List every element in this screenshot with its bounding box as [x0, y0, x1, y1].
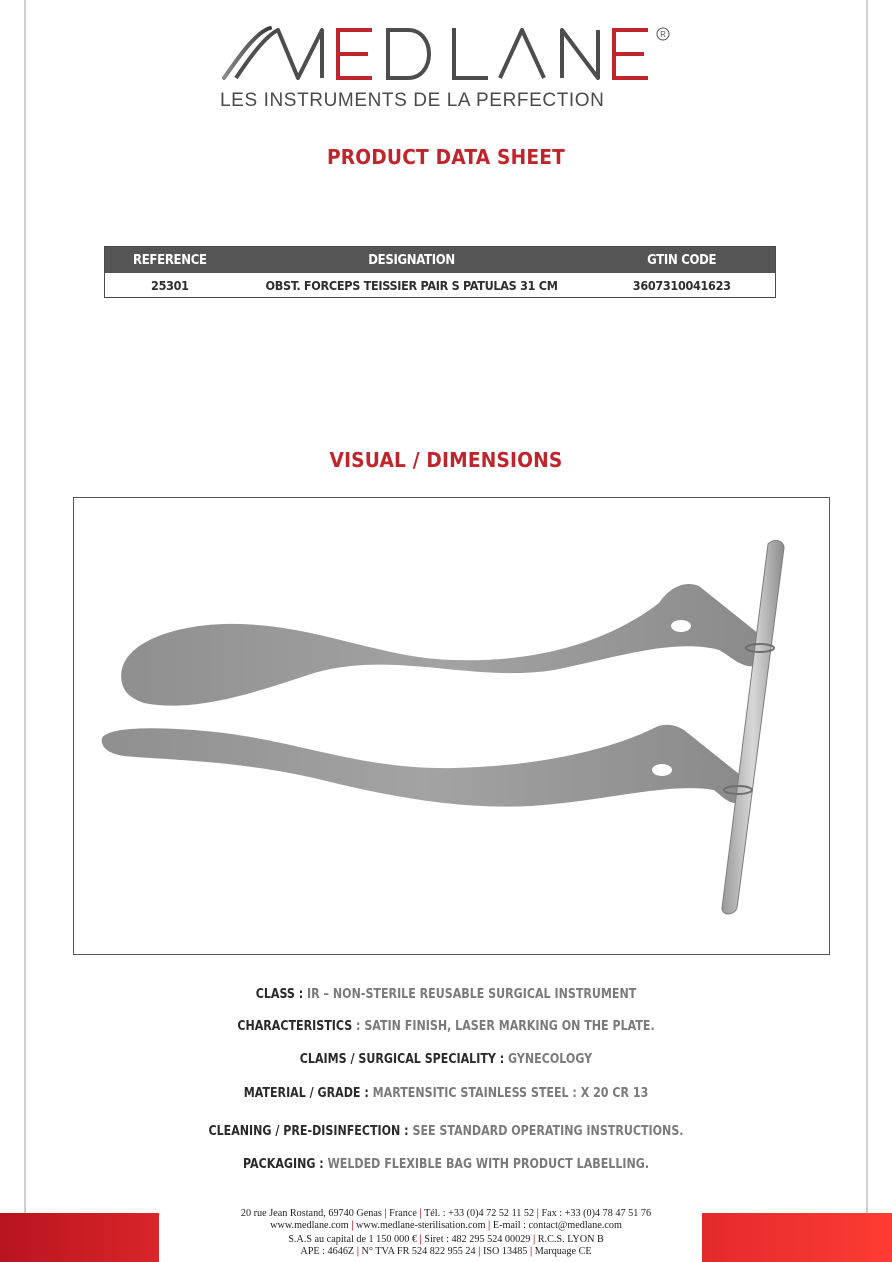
footer-siret: Siret : 482 295 524 00029 [424, 1234, 531, 1245]
spec-packaging [80, 1156, 811, 1172]
spec-material [80, 1085, 811, 1101]
spec-class [80, 986, 811, 1002]
header-reference: REFERENCE [105, 247, 235, 274]
footer-line-2: www.medlane.com | www.medlane-sterilisation.com | E-mail : contact@medlane.com [270, 1220, 622, 1231]
spec-characteristics [80, 1018, 811, 1034]
spec-class-label: CLASS : [255, 986, 304, 1002]
footer-line-1: 20 rue Jean Rostand, 69740 Genas | France | Tél. : +33 (0)4 72 52 11 52 | Fax : +33 (0)4 78 47 51 76 [240, 1208, 652, 1219]
spec-packaging-label: PACKAGING : [242, 1156, 324, 1172]
right-border-rule [866, 0, 868, 1215]
spec-packaging-value: WELDED FLEXIBLE BAG WITH PRODUCT LABELLING. [323, 1156, 650, 1172]
cell-reference: 25301 [151, 277, 189, 293]
footer-ce: Marquage CE [534, 1246, 592, 1257]
spec-material-label: MATERIAL / GRADE : [243, 1085, 369, 1101]
footer-line-4: APE : 4646Z | N° TVA FR 524 822 955 24 | ISO 13485 | Marquage CE [300, 1246, 592, 1257]
visual-section-title: VISUAL / DIMENSIONS [329, 448, 563, 472]
spec-cleaning-label: CLEANING / PRE-DISINFECTION : [208, 1123, 409, 1139]
footer-website[interactable]: www.medlane.com [270, 1220, 349, 1231]
footer-email[interactable]: E-mail : contact@medlane.com [492, 1220, 622, 1231]
medlane-logo [222, 22, 672, 82]
footer-iso: ISO 13485 [482, 1246, 528, 1257]
spec-material-value: MARTENSITIC STAINLESS STEEL : X 20 CR 13 [368, 1085, 649, 1101]
footer-line-3: S.A.S au capital de 1 150 000 € | Siret : 482 295 524 00029 | R.C.S. LYON B [288, 1234, 604, 1245]
spec-claims-value: GYNECOLOGY [504, 1051, 593, 1067]
footer-tel: Tél. : +33 (0)4 72 52 11 52 [424, 1208, 535, 1219]
obstetric-forceps-spatulas-image [74, 498, 831, 956]
footer-address: 20 rue Jean Rostand, 69740 Genas [240, 1208, 382, 1219]
table-row [105, 273, 776, 298]
footer-country: France [389, 1208, 417, 1219]
footer-ape: APE : 4646Z [300, 1246, 355, 1257]
brand-tagline: LES INSTRUMENTS DE LA PERFECTION [220, 90, 605, 111]
footer-capital: S.A.S au capital de 1 150 000 € [288, 1234, 417, 1245]
header-designation: DESIGNATION [235, 247, 589, 274]
spec-characteristics-label: CHARACTERISTICS [237, 1018, 353, 1034]
spec-cleaning [80, 1123, 811, 1139]
spec-claims-label: CLAIMS / SURGICAL SPECIALITY : [299, 1051, 505, 1067]
header-gtin-code: GTIN CODE [588, 247, 775, 274]
footer-tva: N° TVA FR 524 822 955 24 [361, 1246, 476, 1257]
spec-claims [80, 1051, 811, 1067]
page-title: PRODUCT DATA SHEET [326, 145, 566, 169]
cell-designation: OBST. FORCEPS TEISSIER PAIR S PATULAS 31 CM [265, 277, 558, 293]
cell-gtin-code: 3607310041623 [632, 277, 731, 293]
footer-fax: Fax : +33 (0)4 78 47 51 76 [541, 1208, 652, 1219]
spec-cleaning-value: SEE STANDARD OPERATING INSTRUCTIONS. [408, 1123, 684, 1139]
left-border-rule [24, 0, 26, 1215]
svg-text:R: R [660, 30, 666, 39]
product-visual-frame [73, 497, 830, 955]
product-table [104, 246, 776, 298]
footer-rcs: R.C.S. LYON B [537, 1234, 604, 1245]
table-header-row [105, 247, 776, 274]
footer-website-sterilisation[interactable]: www.medlane-sterilisation.com [356, 1220, 486, 1231]
spec-class-value: IR – NON-STERILE REUSABLE SURGICAL INSTRUMENT [303, 986, 637, 1002]
spec-characteristics-value: : SATIN FINISH, LASER MARKING ON THE PLATE. [352, 1018, 655, 1034]
